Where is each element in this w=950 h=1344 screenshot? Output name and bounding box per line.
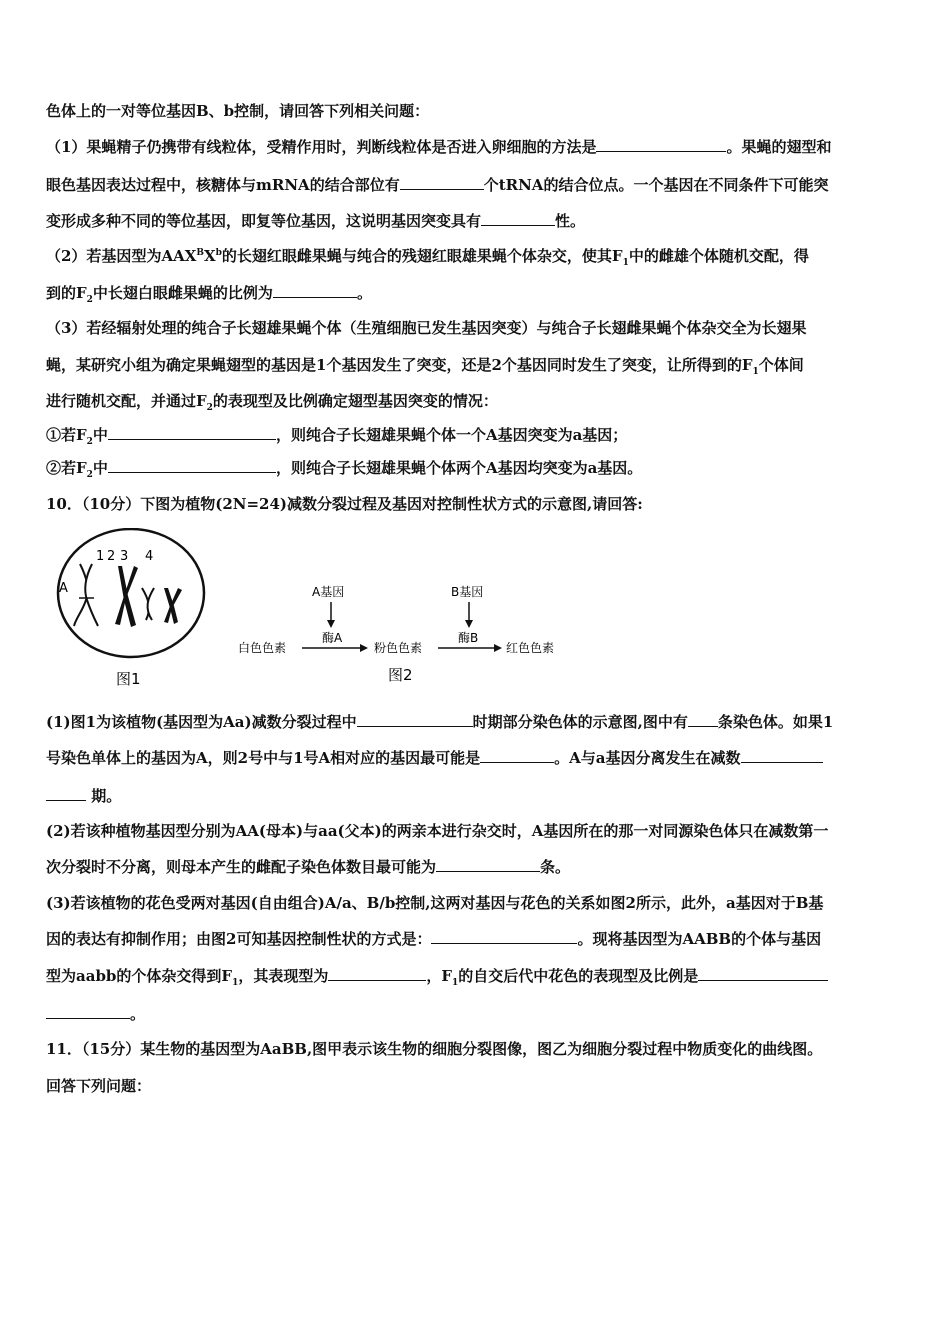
question-9-2: （2）若基因型为$AAX^BX^b$的长翅红眼雌果蝇与纯合的残翅红眼雄果蝇个体杂交，使其$F_1$中的雌雄个体随机交配，得 — [46, 247, 809, 268]
answer-blank[interactable] — [357, 712, 473, 727]
answer-blank[interactable] — [481, 211, 555, 226]
question-10-3: (3)若该植物的花色受两对基因(自由组合)A/a、B/b控制,这两对基因与花色的关系如图2所示，此外，a基因对于B基 — [46, 894, 824, 912]
text-line: 型为aabb的个体杂交得到$F_1$，其表现型为 ，$F_1$的自交后代中花色的表现型及比例是 — [46, 966, 906, 986]
text-line: 次分裂时不分离，则母本产生的雌配子染色体数目最可能为 条。 — [46, 858, 571, 876]
chromosome-3-4-black — [115, 566, 138, 627]
text-line: 到的$F_2$中长翅白眼雌果蝇的比例为 。 — [46, 284, 372, 305]
figure-2-caption: 图2 — [388, 666, 413, 684]
arrowhead — [360, 644, 368, 652]
question-10-2: (2)若该种植物基因型分别为AA(母本)与aa(父本)的两亲本进行杂交时，A基因所在的那一对同源染色体只在减数第一 — [46, 822, 829, 840]
text-line: ②若$F_2$中 ，则纯合子长翅雄果蝇个体两个A基因均突变为a基因。 — [46, 459, 643, 480]
answer-blank[interactable] — [108, 458, 276, 473]
text-line: 。 — [46, 1004, 906, 1024]
chromatid-label-4: 4 — [145, 549, 154, 564]
question-10-title: 10．（10分）下图为植物(2N=24)减数分裂过程及基因对控制性状方式的示意图,请回答: — [46, 495, 643, 513]
gene-a-label: A — [59, 581, 68, 596]
text-line: 变形成多种不同的等位基因，即复等位基因，这说明基因突变具有 性。 — [46, 212, 586, 230]
answer-blank[interactable] — [688, 712, 718, 727]
text-line: 蝇，某研究小组为确定果蝇翅型的基因是1个基因发生了突变，还是2个基因同时发生了突变，让所得到的$F_1$个体间 — [46, 356, 804, 377]
question-9-3: （3）若经辐射处理的纯合子长翅雄果蝇个体（生殖细胞已发生基因突变）与纯合子长翅雌果蝇个体杂交全为长翅果 — [46, 319, 807, 337]
answer-blank[interactable] — [400, 175, 484, 190]
answer-blank[interactable] — [698, 966, 828, 981]
arrowhead — [327, 620, 335, 628]
enzyme-a-label: 酶A — [322, 631, 343, 645]
text-line: 期。 — [46, 786, 906, 806]
figure-area — [46, 528, 606, 698]
chromatid-label-3: 3 — [120, 549, 129, 564]
text-line: 色体上的一对等位基因B、b控制，请回答下列相关问题： — [46, 102, 430, 120]
answer-blank[interactable] — [46, 1004, 130, 1019]
answer-blank[interactable] — [741, 748, 823, 763]
answer-blank[interactable] — [273, 283, 357, 298]
text-line: 号染色单体上的基因为A，则2号中与1号A相对应的基因最可能是 。A与a基因分离发生在减数 — [46, 748, 906, 768]
chromatid-label-2: 2 — [107, 549, 116, 564]
arrowhead — [494, 644, 502, 652]
pink-pigment-label: 粉色色素 — [374, 641, 423, 655]
gene-a-box-label: A基因 — [312, 585, 345, 599]
chromatid-label-1: 1 — [96, 549, 105, 564]
figures-svg — [46, 528, 606, 698]
red-pigment-label: 红色色素 — [506, 641, 555, 655]
question-11-title: 11．（15分）某生物的基因型为AaBB,图甲表示该生物的细胞分裂图像，图乙为细胞分裂过程中物质变化的曲线图。 — [46, 1040, 823, 1058]
white-pigment-label: 白色色素 — [238, 641, 287, 655]
answer-blank[interactable] — [328, 966, 426, 981]
answer-blank[interactable] — [436, 857, 540, 872]
arrowhead — [465, 620, 473, 628]
gene-b-box-label: B基因 — [451, 585, 484, 599]
text-line: 进行随机交配，并通过$F_2$的表现型及比例确定翅型基因突变的情况： — [46, 392, 498, 413]
chromosome-small-black — [164, 588, 182, 624]
answer-blank[interactable] — [480, 748, 554, 763]
answer-blank[interactable] — [46, 786, 86, 801]
text-line: 眼色基因表达过程中，核糖体与mRNA的结合部位有 个tRNA的结合位点。一个基因在不同条件下可能突 — [46, 176, 829, 194]
figure-1-caption: 图1 — [116, 670, 141, 688]
answer-blank[interactable] — [431, 929, 577, 944]
answer-blank[interactable] — [596, 137, 726, 152]
question-9-1: （1）果蝇精子仍携带有线粒体，受精作用时，判断线粒体是否进入卵细胞的方法是 。果蝇的翅型和 — [46, 138, 832, 156]
text-line: 回答下列问题： — [46, 1077, 152, 1095]
chromosome-1-2 — [74, 564, 98, 626]
figure-2 — [238, 585, 554, 684]
chromosome-small-white — [142, 588, 154, 620]
figure-1 — [58, 529, 204, 688]
text-line: 因的表达有抑制作用；由图2可知基因控制性状的方式是： 。现将基因型为AABB的个体与基因 — [46, 930, 822, 948]
answer-blank[interactable] — [108, 425, 276, 440]
enzyme-b-label: 酶B — [458, 631, 479, 645]
text-line: ①若$F_2$中 ，则纯合子长翅雄果蝇个体一个A基因突变为a基因； — [46, 426, 628, 447]
question-10-1: (1)图1为该植物(基因型为Aa)减数分裂过程中 时期部分染色体的示意图,图中有 条染色体。如果1 — [46, 713, 834, 731]
